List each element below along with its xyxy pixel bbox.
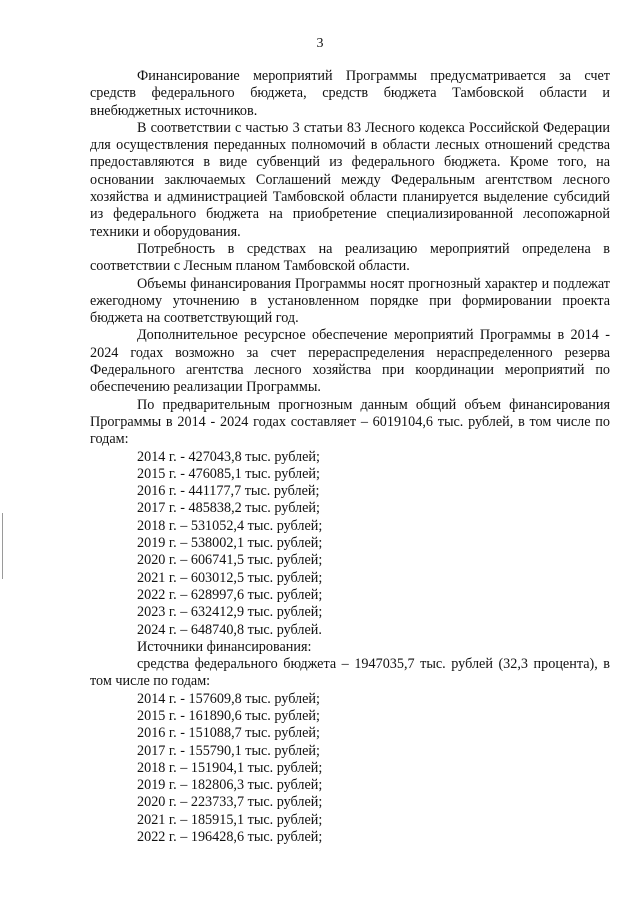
scan-edge-mark: [2, 513, 3, 579]
list-item: 2021 г. – 603012,5 тыс. рублей;: [137, 569, 323, 586]
paragraph-forest-plan: Потребность в средствах на реализацию мероприятий определена в соответствии с Лесным планом Тамбовской области.: [90, 240, 610, 275]
paragraph-total-volume: По предварительным прогнозным данным общий объем финансирования Программы в 2014 - 2024 годах составляет – 6019104,6 тыс. рублей, в том числе по годам:: [90, 396, 610, 448]
document-body: [90, 68, 610, 846]
paragraph-federal-budget: средства федерального бюджета – 1947035,7 тыс. рублей (32,3 процента), в том числе по годам:: [90, 656, 610, 690]
list-item: 2015 г. - 161890,6 тыс. рублей;: [137, 707, 320, 724]
list-item: 2022 г. – 628997,6 тыс. рублей;: [137, 586, 323, 603]
list-item: 2019 г. – 182806,3 тыс. рублей;: [137, 777, 323, 794]
federal-by-year-list: [90, 691, 610, 847]
page-number: 3: [316, 36, 324, 51]
list-item: 2018 г. – 151904,1 тыс. рублей;: [137, 759, 323, 776]
list-item: 2014 г. - 157609,8 тыс. рублей;: [137, 690, 320, 707]
list-item: 2015 г. - 476085,1 тыс. рублей;: [137, 465, 320, 482]
total-by-year-list: [90, 449, 610, 639]
list-item: 2021 г. – 185915,1 тыс. рублей;: [137, 811, 323, 828]
paragraph-financing-sources: Финансирование мероприятий Программы предусматривается за счет средств федерального бюджета, средств бюджета Тамбовской области и внебюджетных источников.: [90, 68, 610, 119]
list-item: 2020 г. – 223733,7 тыс. рублей;: [137, 794, 323, 811]
list-item: 2017 г. - 485838,2 тыс. рублей;: [137, 500, 320, 517]
paragraph-forest-code: В соответствии с частью 3 статьи 83 Лесного кодекса Российской Федерации для осуществления переданных полномочий в области лесных отношений средства предоставляются в виде субвенций из федерального бюджета. Кроме того, на основании заключаемых Соглашений между Федеральным агентством лесного хозяйства и администрацией Тамбовской области планируется выделение субсидий из федерального бюджета на приобретение специализированной лесопожарной техники и оборудования.: [90, 119, 610, 240]
paragraph-additional-resources: Дополнительное ресурсное обеспечение мероприятий Программы в 2014 - 2024 годах возможно за счет перераспределения нераспределенного резерва Федерального агентства лесного хозяйства при координации мероприятий по обеспечению реализации Программы.: [90, 327, 610, 396]
list-item: 2020 г. – 606741,5 тыс. рублей;: [137, 552, 323, 569]
list-item: 2014 г. - 427043,8 тыс. рублей;: [137, 448, 320, 465]
sources-heading: Источники финансирования:: [137, 638, 312, 655]
list-item: 2016 г. - 441177,7 тыс. рублей;: [137, 483, 320, 500]
list-item: 2022 г. – 196428,6 тыс. рублей;: [137, 829, 323, 846]
list-item: 2023 г. – 632412,9 тыс. рублей;: [137, 604, 323, 621]
list-item: 2024 г. – 648740,8 тыс. рублей.: [137, 621, 322, 638]
list-item: 2016 г. - 151088,7 тыс. рублей;: [137, 725, 320, 742]
list-item: 2017 г. - 155790,1 тыс. рублей;: [137, 742, 320, 759]
list-item: 2018 г. – 531052,4 тыс. рублей;: [137, 517, 323, 534]
paragraph-forecast-volumes: Объемы финансирования Программы носят прогнозный характер и подлежат ежегодному уточнению в установленном порядке при формировании проекта бюджета на соответствующий год.: [90, 275, 610, 327]
list-item: 2019 г. – 538002,1 тыс. рублей;: [137, 535, 323, 552]
